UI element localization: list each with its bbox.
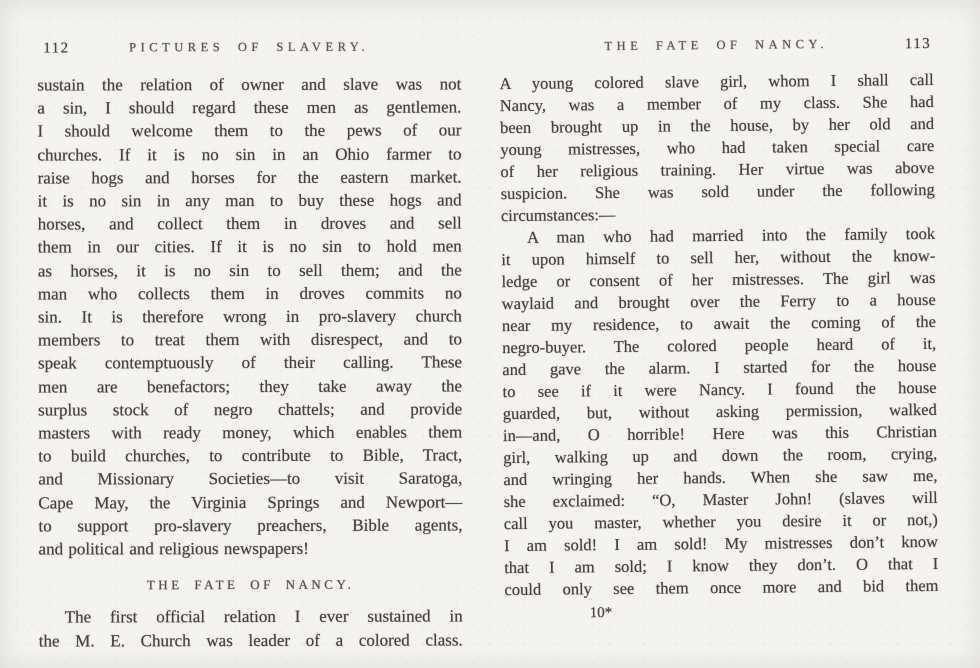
text-line: young mistresses, who had taken special care [500,135,935,160]
text-line: the M. E. Church was leader of a colored class. [38,630,463,651]
text-line: raise hogs and horses for the eastern market. [37,167,462,188]
text-line: members to treat them with disrespect, and to [37,329,463,350]
text-line: that I am sold; I know they don’t. O that I [504,553,939,578]
text-line: I am sold! I am sold! My mistresses don’t know [503,531,939,556]
text-line: men are benefactors; they take away the [38,376,463,397]
text-line: horses, and collect them in droves and sell [37,213,462,234]
text-line: she exclaimed: “O, Master John! (slaves will [503,487,938,512]
section-heading: THE FATE OF NANCY. [146,576,355,593]
text-line: The first official relation I ever sustained in [64,606,463,627]
text-line: been brought up in the house, by her old and [499,113,935,138]
text-line: suspicion. She was sold under the following [500,179,935,204]
text-line: sin. It is therefore wrong in pro-slavery church [37,306,462,327]
text-line: it upon himself to sell her, without the know- [501,245,936,270]
text-line: guarded, but, without asking permission, walked [502,399,937,424]
text-line: A young colored slave girl, whom I shall call [499,69,934,94]
text-line: girl, walking up and down the room, crying, [503,443,938,468]
text-line: to support pro-slavery preachers, Bible agents, [38,515,463,536]
text-line: sustain the relation of owner and slave was not [37,74,462,95]
right-page-body [500,69,939,601]
text-line: near my residence, to await the coming of the [501,311,937,336]
text-line: I should welcome them to the pews of our [37,120,462,141]
text-line: waylaid and brought over the Ferry to a house [501,289,936,314]
text-line: call you master, whether you desire it or not,) [503,509,938,534]
text-line: to see if it were Nancy. I found the house [502,377,937,402]
paragraph [501,223,939,601]
text-line: and gave the alarm. I started for the house [502,355,937,380]
paragraph [500,69,935,227]
text-line: Cape May, the Virginia Springs and Newport— [38,492,463,513]
text-line: them in our cities. If it is no sin to hold men [37,236,462,257]
left-page-header [37,39,461,58]
text-line: churches. If it is no sin in an Ohio farmer to [37,144,462,165]
text-line: as horses, it is no sin to sell them; and the [37,260,462,281]
text-line: and political and religious newspapers! [38,538,309,559]
left-page [37,39,463,652]
text-line: could only see them once more and bid them [504,575,939,600]
right-page-header [499,36,933,58]
paragraph [39,605,463,653]
text-line: and Missionary Societies—to visit Saratoga, [38,468,463,490]
text-line: A man who had married into the family took [527,223,936,247]
text-line: ledge or consent of her mistresses. The girl was [501,267,936,292]
right-page-number: 113 [904,35,932,53]
signature-mark: 10* [589,605,613,622]
left-page-body [37,72,463,652]
text-line: in—and, O horrible! Here was this Christian [502,421,938,446]
text-line: masters with ready money, which enables them [38,422,463,443]
text-line: speak contemptuously of their calling. These [38,352,463,373]
left-running-title: PICTURES OF SLAVERY. [129,39,370,55]
right-page [499,36,939,623]
text-line: man who collects them in droves commits no [37,283,462,304]
text-line: circumstances:— [500,204,616,226]
text-line: surplus stock of negro chattels; and provide [38,399,463,420]
text-line: negro-buyer. The colored people heard of it, [502,333,937,358]
text-line: to build churches, to contribute to Bible, Tract, [38,445,463,466]
text-line: and wringing her hands. When she saw me, [503,465,938,490]
right-running-title: THE FATE OF NANCY. [604,36,829,54]
paragraph [37,72,462,560]
text-line: it is no sin in any man to buy these hogs and [37,190,462,211]
text-line: a sin, I should regard these men as gentlemen. [37,97,462,118]
text-line: Nancy, was a member of my class. She had [499,91,934,116]
left-page-number: 112 [43,40,70,57]
text-line: of her religious training. Her virtue was above [500,157,935,182]
